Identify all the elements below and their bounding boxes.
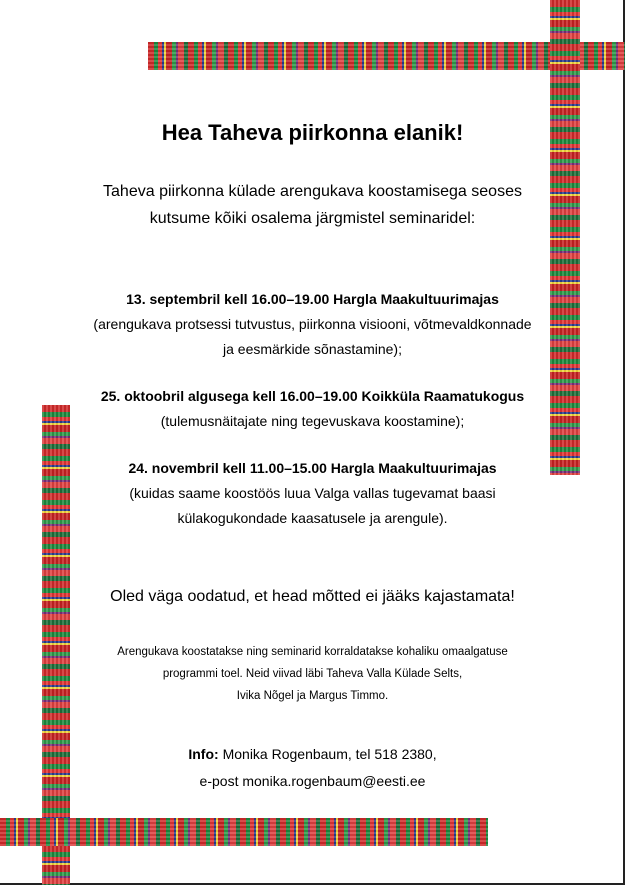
seminar-desc: (tulemusnäitajate ning tegevuskava koostamine); (160, 413, 465, 429)
intro-line-2: kutsume kõiki osalema järgmistel seminaridel: (149, 210, 476, 227)
seminar-3 (70, 456, 555, 531)
welcome-message: Oled väga oodatud, et head mõtted ei jääks kajastamata! (110, 588, 515, 605)
ribbon-bottom (0, 818, 488, 846)
seminar-desc: (arengukava protsessi tutvustus, piirkonna visiooni, võtmevaldkonnade (93, 316, 532, 332)
contact-line-1 (80, 741, 545, 768)
seminar-1 (70, 287, 555, 362)
seminar-heading: 24. novembril kell 11.00–15.00 Hargla Maakultuurimajas (128, 460, 497, 476)
page-title: Hea Taheva piirkonna elanik! (161, 120, 464, 145)
note-line-2: programmi toel. Neid viivad läbi Taheva Valla Külade Selts, (162, 668, 463, 680)
note-line-3: Ivika Nõgel ja Margus Timmo. (236, 690, 389, 702)
contact-email: e-post monika.rogenbaum@eesti.ee (199, 773, 426, 789)
contact-label: Info: (188, 746, 219, 762)
seminar-heading: 25. oktoobril algusega kell 16.00–19.00 Koikküla Raamatukogus (100, 388, 525, 404)
seminar-desc: külakogukondade kaasatusele ja arengule). (177, 510, 448, 526)
intro-text (80, 178, 545, 232)
ribbon-left (42, 405, 70, 885)
seminar-desc: (kuidas saame koostöös luua Valga vallas tugevamat baasi (129, 485, 496, 501)
seminar-desc: ja eesmärkide sõnastamine); (223, 341, 402, 357)
contact-name-phone: Monika Rogenbaum, tel 518 2380, (222, 746, 437, 762)
note-line-1: Arengukava koostatakse ning seminarid korraldatakse kohaliku omaalgatuse (117, 646, 508, 658)
seminar-heading: 13. septembril kell 16.00–19.00 Hargla Maakultuurimajas (126, 291, 499, 307)
intro-line-1: Taheva piirkonna külade arengukava koostamisega seoses (103, 183, 522, 200)
seminar-2 (70, 384, 555, 434)
funding-note (80, 641, 545, 707)
contact-info (80, 741, 545, 795)
